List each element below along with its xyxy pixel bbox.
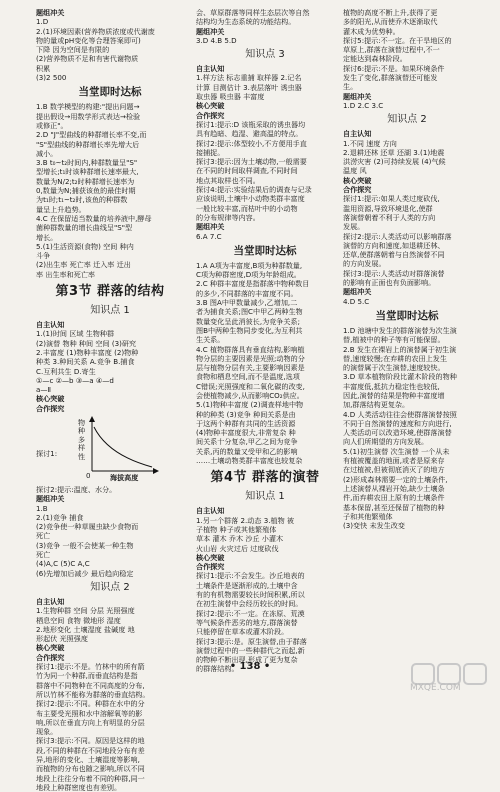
text-line: (3)竞争 一般不会使某一种生物 <box>36 540 134 550</box>
text-line: 或修正"。 <box>36 120 68 130</box>
text-line: 食物和栖息空间,而不是温度,选项 <box>196 372 300 382</box>
text-line: C项为种群密度,D项为年龄组成。 <box>196 270 301 280</box>
text-line: 3.D 4.B 5.D <box>196 35 237 45</box>
text-line: 于这两个种群有共同的生活资源 <box>196 418 296 428</box>
text-line: 题组冲关 <box>343 91 372 101</box>
text-line: 题组冲关 <box>36 8 65 17</box>
text-line: 题组冲关 <box>343 287 372 297</box>
text-line: 间关系十分复杂,甲乙之间为竞争 <box>196 437 298 447</box>
text-line: 种类 3.种间关系 A.竞争 B.捕食 <box>36 357 135 367</box>
text-line: 物分层的主要因素是光照;动物的分 <box>196 353 305 363</box>
watermark-text: MXQE.COM <box>410 683 461 693</box>
graph-prefix: 探讨1: <box>36 448 58 458</box>
text-line: (4)A,C (5)C A,C <box>36 559 90 569</box>
text-line: 积累 <box>36 63 51 73</box>
text-line: (2)出生率 死亡率 迁入率 迁出 <box>36 260 131 270</box>
text-line: 合作探究 <box>36 652 65 662</box>
text-line: 会、草原群落等同样生态层次等自然 <box>196 8 310 17</box>
column-left <box>36 8 184 792</box>
text-line: 有的有机物需要较长时间积累,所以 <box>196 590 305 600</box>
text-line: 自主认知 <box>196 506 225 516</box>
answer-block <box>343 326 471 531</box>
text-line: C.互利共生 D.寄生 <box>36 366 96 376</box>
text-line: 发展。 <box>343 222 365 232</box>
text-line: 因此,演替的结果是物种丰富度增 <box>343 390 445 400</box>
text-line: (2)形成森林需要一定的土壤条件, <box>343 474 448 484</box>
text-line: 上述演替从裸岩开始,缺少土壤条 <box>343 483 445 493</box>
text-line: C错误;光照强度和二氧化碳的改变, <box>196 381 305 391</box>
text-line: 菌种群数量的增长曲线呈"S"型 <box>36 223 133 233</box>
text-line: 丰富度低,抵抗力稳定性也较低, <box>343 381 440 391</box>
text-line: 探讨1:提示:如果人类过度砍伐, <box>343 194 440 204</box>
text-line: 4.C 在保留适当数量的培养液中,酵母 <box>36 213 152 223</box>
text-line: 有植被覆盖的地面,或者是原来存 <box>343 456 445 466</box>
text-line: 题组冲关 <box>196 222 225 232</box>
text-line: 在不同的时间取样调查,不同时间 <box>196 166 298 176</box>
text-line: 发生了变化,群落演替还可能发 <box>343 73 438 83</box>
text-line: 只能停留在草本或灌木阶段。 <box>196 627 289 637</box>
text-line: 形起伏 光照强度 <box>36 634 88 644</box>
text-line: 子和其他繁殖体 <box>343 511 393 521</box>
text-line: 段,不同的种群在不同地段分布有差 <box>36 745 145 755</box>
text-line: 题组冲关 <box>196 26 225 36</box>
text-line: 温度 风 <box>343 166 367 176</box>
text-line: (6)先增加后减少 最后趋向稳定 <box>36 568 134 578</box>
text-line: 替,速度较慢;在弃耕的农田上发生 <box>343 353 447 363</box>
text-line: 2.(1)竞争 捕食 <box>36 512 84 522</box>
text-line: 合作探究 <box>196 110 225 120</box>
text-line: 4.D 人类活动往往会使群落演替按照 <box>343 409 457 419</box>
text-line: 核心突破 <box>343 175 372 185</box>
text-line: 竹为同一个种群,而垂直结构是指 <box>36 671 138 681</box>
text-line: 的多少,不同群落的丰富度不同。 <box>196 288 298 298</box>
text-line: 关系,丙的数量又受甲和乙的影响 <box>196 446 298 456</box>
text-line: 合作探究 <box>343 185 372 195</box>
text-line: 演替的方向和速度,如退耕还林、 <box>343 240 445 250</box>
section-heading: 当堂即时达标 <box>233 244 297 257</box>
text-line: 探讨4:提示:实验结果后的调查与记录 <box>196 185 312 195</box>
knowledge-point-title: 知识点 2 <box>90 581 130 593</box>
text-line: 0,数量为N;捕获该鱼的最佳时期 <box>36 186 136 196</box>
text-line: 1.B <box>36 503 48 513</box>
text-line: 地点其取样也不同。 <box>196 175 260 185</box>
text-line: 1.D 池塘中发生的群落演替为次生演 <box>343 325 457 335</box>
text-line: 4.C 植物群落具有垂直结构,影响植 <box>196 344 305 354</box>
text-line: 自主认知 <box>36 320 65 330</box>
text-line: 探讨2:提示:温度、水分。 <box>36 484 117 494</box>
text-line: 2.丰富度 (1)物种丰富度 (2)物种 <box>36 347 139 357</box>
text-line: 斗争 <box>36 251 51 261</box>
text-line: 探讨3:提示:是。原生演替,由于群落 <box>196 636 307 646</box>
text-line: 在过植被,但被彻底消灭了的地方 <box>343 465 445 475</box>
answer-block <box>36 320 184 413</box>
text-line: 1.不同 速度 方向 <box>343 138 397 148</box>
answer-block <box>343 8 471 110</box>
text-line: 的演替属于次生演替,速度较快。 <box>343 363 445 373</box>
chapter-section-title: 第4节 群落的演替 <box>210 470 320 486</box>
text-line: 1.样方法 标志重捕 取样器 2.记名 <box>196 73 302 83</box>
text-line: 5.(1)初生演替 次生演替 一个从未 <box>343 446 450 456</box>
text-line: 计算 目测估计 3.表层落叶 诱虫器 <box>196 82 302 92</box>
text-line: 探讨1:提示:不是。竹林中的所有箭 <box>36 662 145 672</box>
text-line: 减小。 <box>36 148 58 158</box>
text-line: (4)物种丰富度很大,非常复杂 种 <box>196 428 296 438</box>
text-line: 合作探究 <box>196 562 225 572</box>
text-line: 的方向发展。 <box>343 259 386 269</box>
text-line: 合作探究 <box>36 403 65 413</box>
text-line: (3)变快 未发生改变 <box>343 521 405 531</box>
text-line: 探讨1:提示:不会发生。沙丘地表的 <box>196 571 305 581</box>
text-line: 题组冲关 <box>36 494 65 504</box>
text-line: 件,而弃耕农田上原有的土壤条件 <box>343 493 445 503</box>
text-line: (3)2 500 <box>36 73 67 83</box>
text-line: 定能达到森林阶段。 <box>343 54 407 64</box>
text-line: (2)营养物质不足和有害代谢物质 <box>36 54 139 64</box>
text-line: 自主认知 <box>343 129 372 139</box>
text-line: 探讨2:提示:人类活动可以影响群落 <box>343 231 452 241</box>
text-line: 型增长;t₁时该种群增长速率最大, <box>36 167 139 177</box>
text-line: 群落中不同物种在不同高度的分布, <box>36 680 145 690</box>
text-line: 4.D 5.C <box>343 296 370 306</box>
text-line: 人类活动可以改造环境,使群落演替 <box>343 428 452 438</box>
text-line: 为t₁时;t₁~t₂时,该鱼的种群数 <box>36 195 128 205</box>
text-line: 基本保留,甚至还保留了植物的种 <box>343 502 445 512</box>
text-line: 布主要受光照和水中溶解氧等的影 <box>36 708 143 718</box>
y-arrow <box>89 416 95 422</box>
text-line: 会使植物减少,从而影响CO₂供应。 <box>196 390 304 400</box>
text-line: 地段上往往分布着不同的种群,同一 <box>36 773 145 783</box>
text-line: 2.D "J"型曲线的种群增长率不变,而 <box>36 130 147 140</box>
text-line: 数量变化呈此消彼长,为竞争关系; <box>196 316 300 326</box>
text-line: 向人们所期望的方向发展。 <box>343 437 429 447</box>
text-line: 者为捕食关系;图C中甲乙两种生物 <box>196 307 303 317</box>
text-line: 栖息空间 食物 微地形 湿度 <box>36 615 121 625</box>
text-line: 数量为N/2;t₂时种群增长速率为 <box>36 176 135 186</box>
text-line: 接捕捉。 <box>196 147 225 157</box>
text-line: 层与植物分层有关,主要影响因素是 <box>196 363 305 373</box>
text-line: 现象。 <box>36 727 58 737</box>
knowledge-point-title: 知识点 2 <box>387 114 427 126</box>
text-line: 探讨2:提示:体型较小,不方便用手直 <box>196 138 307 148</box>
text-line: 3.B t₀~t₂时间内,种群数量呈"S" <box>36 158 138 168</box>
text-line: 的物种不断出现,形成了更为复杂 <box>196 655 298 665</box>
text-line: 3.B 图A中甲数量减少,乙增加,二 <box>196 298 298 308</box>
text-line: 死亡 <box>36 531 51 541</box>
text-line: (2)竞争使一种草履虫缺少食物而 <box>36 522 139 532</box>
text-line: 自主认知 <box>196 64 225 74</box>
text-line: 1.另一个群落 2.动态 3.植物 被 <box>196 515 295 525</box>
y-axis-label: 物种多样性 <box>78 417 86 461</box>
text-line: 5.(1)物种丰富度 (2)调查样地中物 <box>196 400 304 410</box>
text-line: 种的种类 (3)竞争 种间关系是由 <box>196 409 296 419</box>
text-line: 1.(1)时间 区域 生物种群 <box>36 329 115 339</box>
text-line: 多的阳光,从而使乔木逐渐取代 <box>343 17 438 27</box>
text-line: 2.(1)环境因素(营养物质浓度或代谢废 <box>36 26 155 36</box>
text-line: 探讨2:提示:不同。种群在水中的分 <box>36 699 145 709</box>
knowledge-point-title: 知识点 1 <box>245 491 285 503</box>
text-line: 探讨3:提示:人类活动对群落演替 <box>343 268 445 278</box>
text-line: 1.B 数学模型的构建:"提出问题→ <box>36 102 140 112</box>
text-line: 应该说明,土壤中小动物类群丰富度 <box>196 194 305 204</box>
knowledge-point-title: 知识点 1 <box>90 305 130 317</box>
text-line: 探讨2:提示:不一定。在冻原、荒漠 <box>196 608 305 618</box>
text-line: 而植物的分布也随之影响,所以不同 <box>36 764 145 774</box>
text-line: 的影响有正面也有负面影响。 <box>343 278 436 288</box>
text-line: 核心突破 <box>196 552 225 562</box>
x-axis-label: 海拔高度 <box>110 472 139 482</box>
text-line: 演替过程中的一些种群代之而起,新 <box>196 645 305 655</box>
text-line: 死亡 <box>36 550 51 560</box>
text-line: 不同于自然演替的速度和方向进行, <box>343 418 452 428</box>
text-line: ①—c ②—b ③—a ④—d <box>36 375 114 385</box>
text-line: 提出假设→用数学形式表达→检验 <box>36 111 141 121</box>
text-line: 探讨3:提示:因为土壤动物,一般需要 <box>196 157 307 167</box>
diversity-altitude-graph <box>36 415 184 483</box>
section-heading: 当堂即时达标 <box>78 86 142 99</box>
chapter-section-title: 第3节 群落的结构 <box>55 284 165 300</box>
text-line: 取虫器 吸虫器 丰富度 <box>196 92 265 102</box>
text-line: 子植物 种子或其他繁殖体 <box>196 524 277 534</box>
text-line: ……土壤动物类群丰富度也较复杂 <box>196 456 303 466</box>
text-line: 核心突破 <box>36 394 65 404</box>
text-line: 图B中两种生物同步变化,为互利共 <box>196 325 303 335</box>
column-middle <box>196 8 334 674</box>
text-line: 草原上,群落在演替过程中,不一 <box>343 45 440 55</box>
text-line: 量呈上升趋势。 <box>36 204 86 214</box>
text-line: 落演替朝着不利于人类的方向 <box>343 212 436 222</box>
text-line: 还草,使群落朝着与自然演替不同 <box>343 250 445 260</box>
text-line: 1.D <box>36 17 49 27</box>
answer-block <box>196 506 334 673</box>
text-line: 自主认知 <box>36 596 65 606</box>
text-line: 植物的高度不断上升,获得了更 <box>343 8 438 17</box>
answer-block <box>196 261 334 466</box>
text-line: 草本 灌木 乔木 沙丘 小灌木 <box>196 534 284 544</box>
text-line: 探讨5:提示:不一定。在干旱地区的 <box>343 35 452 45</box>
answer-block <box>196 8 334 45</box>
text-line: 等气候条件恶劣的地方,群落演替 <box>196 617 298 627</box>
text-line: 的分布规律等内容。 <box>196 212 260 222</box>
text-line: 3.D 草本植物阶段比灌木阶段的物种 <box>343 372 457 382</box>
text-line: "S"型曲线的种群增长率先增大后 <box>36 139 140 149</box>
text-line: 在初生演替中会经历较长的时间。 <box>196 599 303 609</box>
text-line: 替,植被中的种子等有可能保留。 <box>343 335 445 345</box>
text-line: 结构均为生态系统的功能结构。 <box>196 17 296 27</box>
text-line: 具有趋暗、趋湿、避高温的特点。 <box>196 129 303 139</box>
text-line: 核心突破 <box>36 643 65 653</box>
x-arrow <box>153 468 159 474</box>
text-line: 生。 <box>343 82 358 92</box>
text-line: 一般比较丰富,而枯叶中的小动物 <box>196 203 298 213</box>
text-line: 1.D 2.C 3.C <box>343 100 384 110</box>
text-line: 探讨1:提示:D 该瓶采取的诱虫器均 <box>196 119 306 129</box>
text-line: 滥用资源,导致环境退化,使群 <box>343 203 433 213</box>
text-line: 率 出生率和死亡率 <box>36 269 96 279</box>
answer-block <box>36 597 184 792</box>
answer-block <box>343 129 471 306</box>
text-line: 洪涝灾害 (2)可持续发展 (4)气候 <box>343 157 446 167</box>
answer-block <box>36 485 184 578</box>
answer-block <box>196 64 334 241</box>
text-line: 5.(1)生活资源(食物) 空间 种内 <box>36 241 134 251</box>
section-heading: 当堂即时达标 <box>375 309 439 322</box>
text-line: 2.B 发生在裸岩上的演替属于初生演 <box>343 344 457 354</box>
column-right <box>343 8 471 530</box>
text-line: 探讨3:提示:不同。原因是这样的地 <box>36 736 145 746</box>
text-line: 2.C 种群丰富度是指群落中物种数目 <box>196 279 310 289</box>
text-line: 异,地形的变化、土壤湿度等影响, <box>36 755 140 764</box>
text-line: 增长。 <box>36 232 58 242</box>
answer-block <box>36 8 184 82</box>
text-line: 响,所以在垂直方向上有明显的分层 <box>36 717 145 727</box>
text-line: a—Ⅱ <box>36 385 51 395</box>
text-line: 加,群落结构更复杂。 <box>343 400 410 410</box>
text-line: 下降 因为空间是有限的 <box>36 45 110 55</box>
text-line: 2.退耕还林 还草 还湖 3.(1)地震 <box>343 147 445 157</box>
origin-label: 0 <box>86 470 91 480</box>
text-line: 所以竹林不能称为群落的垂直结构。 <box>36 689 150 699</box>
text-line: 1.A A项为丰富度,B项为种群数量, <box>196 260 303 270</box>
text-line: 地段上种群密度也有差别。 <box>36 782 122 792</box>
page-number: • 138 • <box>229 661 271 672</box>
text-line: 探讨6:提示:不是。如果环境条件 <box>343 63 445 73</box>
text-line: 物的量或pH变化等合理答案即可) <box>36 35 141 45</box>
text-line: 2.地形变化 土壤湿度 盐碱度 地 <box>36 624 135 634</box>
text-line: 1.生物种群 空间 分层 光照强度 <box>36 606 135 616</box>
text-line: 灌木成为优势种。 <box>343 26 400 36</box>
text-line: (2)演替 物种 种间 空间 (3)研究 <box>36 338 137 348</box>
text-line: 核心突破 <box>196 101 225 111</box>
text-line: 6.A 7.C <box>196 231 222 241</box>
text-line: 生关系。 <box>196 335 225 345</box>
text-line: 火山岩 火灾过后 过度砍伐 <box>196 543 279 553</box>
knowledge-point-title: 知识点 3 <box>245 49 285 61</box>
decline-curve <box>94 427 152 467</box>
answer-block <box>36 102 184 279</box>
text-line: 土壤条件是逐渐形成的,土壤中含 <box>196 580 298 590</box>
text-line: 的群落结构。 <box>196 664 239 674</box>
